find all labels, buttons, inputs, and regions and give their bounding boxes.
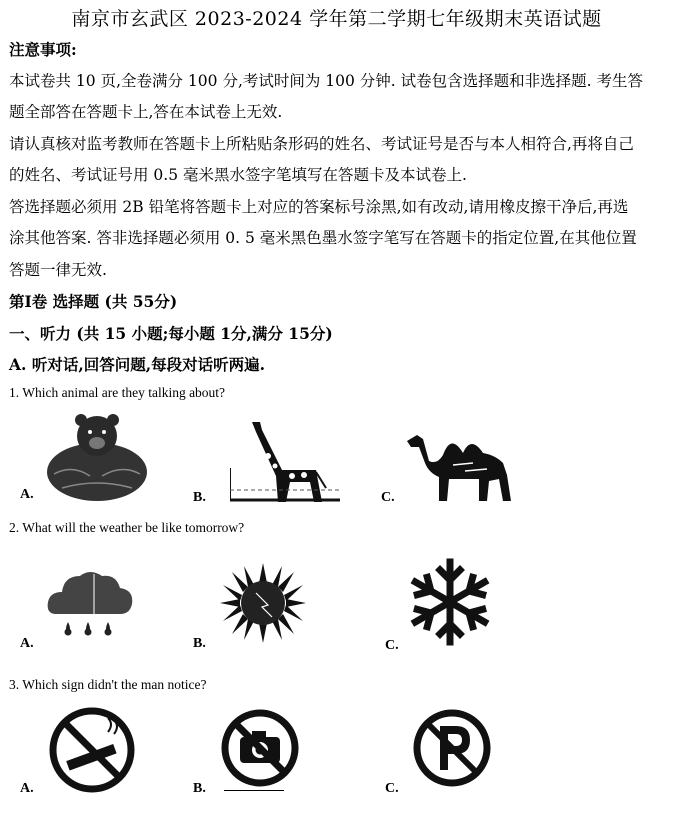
no-photography-sign-icon	[220, 708, 300, 791]
notes-line: 涂其他答案. 答非选择题必须用 0. 5 毫米黑色墨水签字笔写在答题卡的指定位置,在其他位置	[9, 229, 637, 247]
option-1b: B.	[193, 490, 206, 505]
snowflake-icon	[405, 557, 495, 647]
question-1-text: 1. Which animal are they talking about?	[9, 385, 226, 400]
option-3a: A.	[20, 781, 34, 796]
notes-line: 题全部答在答题卡上,答在本试卷上无效.	[9, 103, 283, 121]
option-2b: B.	[193, 636, 206, 651]
notes-line: 本试卷共 10 页,全卷满分 100 分,考试时间为 100 分钟. 试卷包含选择题和非选择题. 考生答	[9, 71, 644, 90]
exam-title: 南京市玄武区 2023-2024 学年第二学期七年级期末英语试题	[71, 8, 602, 30]
notes-line: 的姓名、考试证号用 0.5 毫米黑水签字笔填写在答题卡及本试卷上.	[9, 166, 467, 184]
section-a-instruction: A. 听对话,回答问题,每段对话听两遍.	[9, 355, 266, 374]
camel-icon	[403, 425, 531, 503]
giraffe-icon	[230, 418, 340, 504]
option-1a: A.	[20, 487, 34, 502]
exam-instructions	[9, 34, 665, 381]
section-heading: 一、听力 (共 15 小题;每小题 1分,满分 15分)	[9, 323, 333, 343]
option-2c: C.	[385, 638, 399, 653]
no-smoking-sign-icon	[48, 706, 136, 794]
notes-line: 请认真核对监考教师在答题卡上所粘贴条形码的姓名、考试证号是否与本人相符合,再将自己	[9, 134, 634, 153]
option-3b: B.	[193, 781, 206, 796]
option-3c: C.	[385, 781, 399, 796]
bear-icon	[42, 414, 152, 502]
notes-line: 答选择题必须用 2B 铅笔将答题卡上对应的答案标号涂黑,如有改动,请用橡皮擦干净后,再选	[9, 197, 629, 216]
part-heading: 第Ⅰ卷 选择题 (共 55分)	[9, 292, 178, 311]
no-parking-sign-icon	[412, 708, 492, 788]
sun-icon	[218, 563, 308, 643]
rain-cloud-icon	[46, 568, 134, 640]
notes-heading: 注意事项:	[9, 40, 77, 59]
question-2-text: 2. What will the weather be like tomorrow?	[9, 520, 245, 535]
question-3-text: 3. Which sign didn't the man notice?	[9, 677, 207, 692]
option-1c: C.	[381, 490, 395, 505]
notes-line: 答题一律无效.	[9, 260, 107, 279]
option-2a: A.	[20, 636, 34, 651]
